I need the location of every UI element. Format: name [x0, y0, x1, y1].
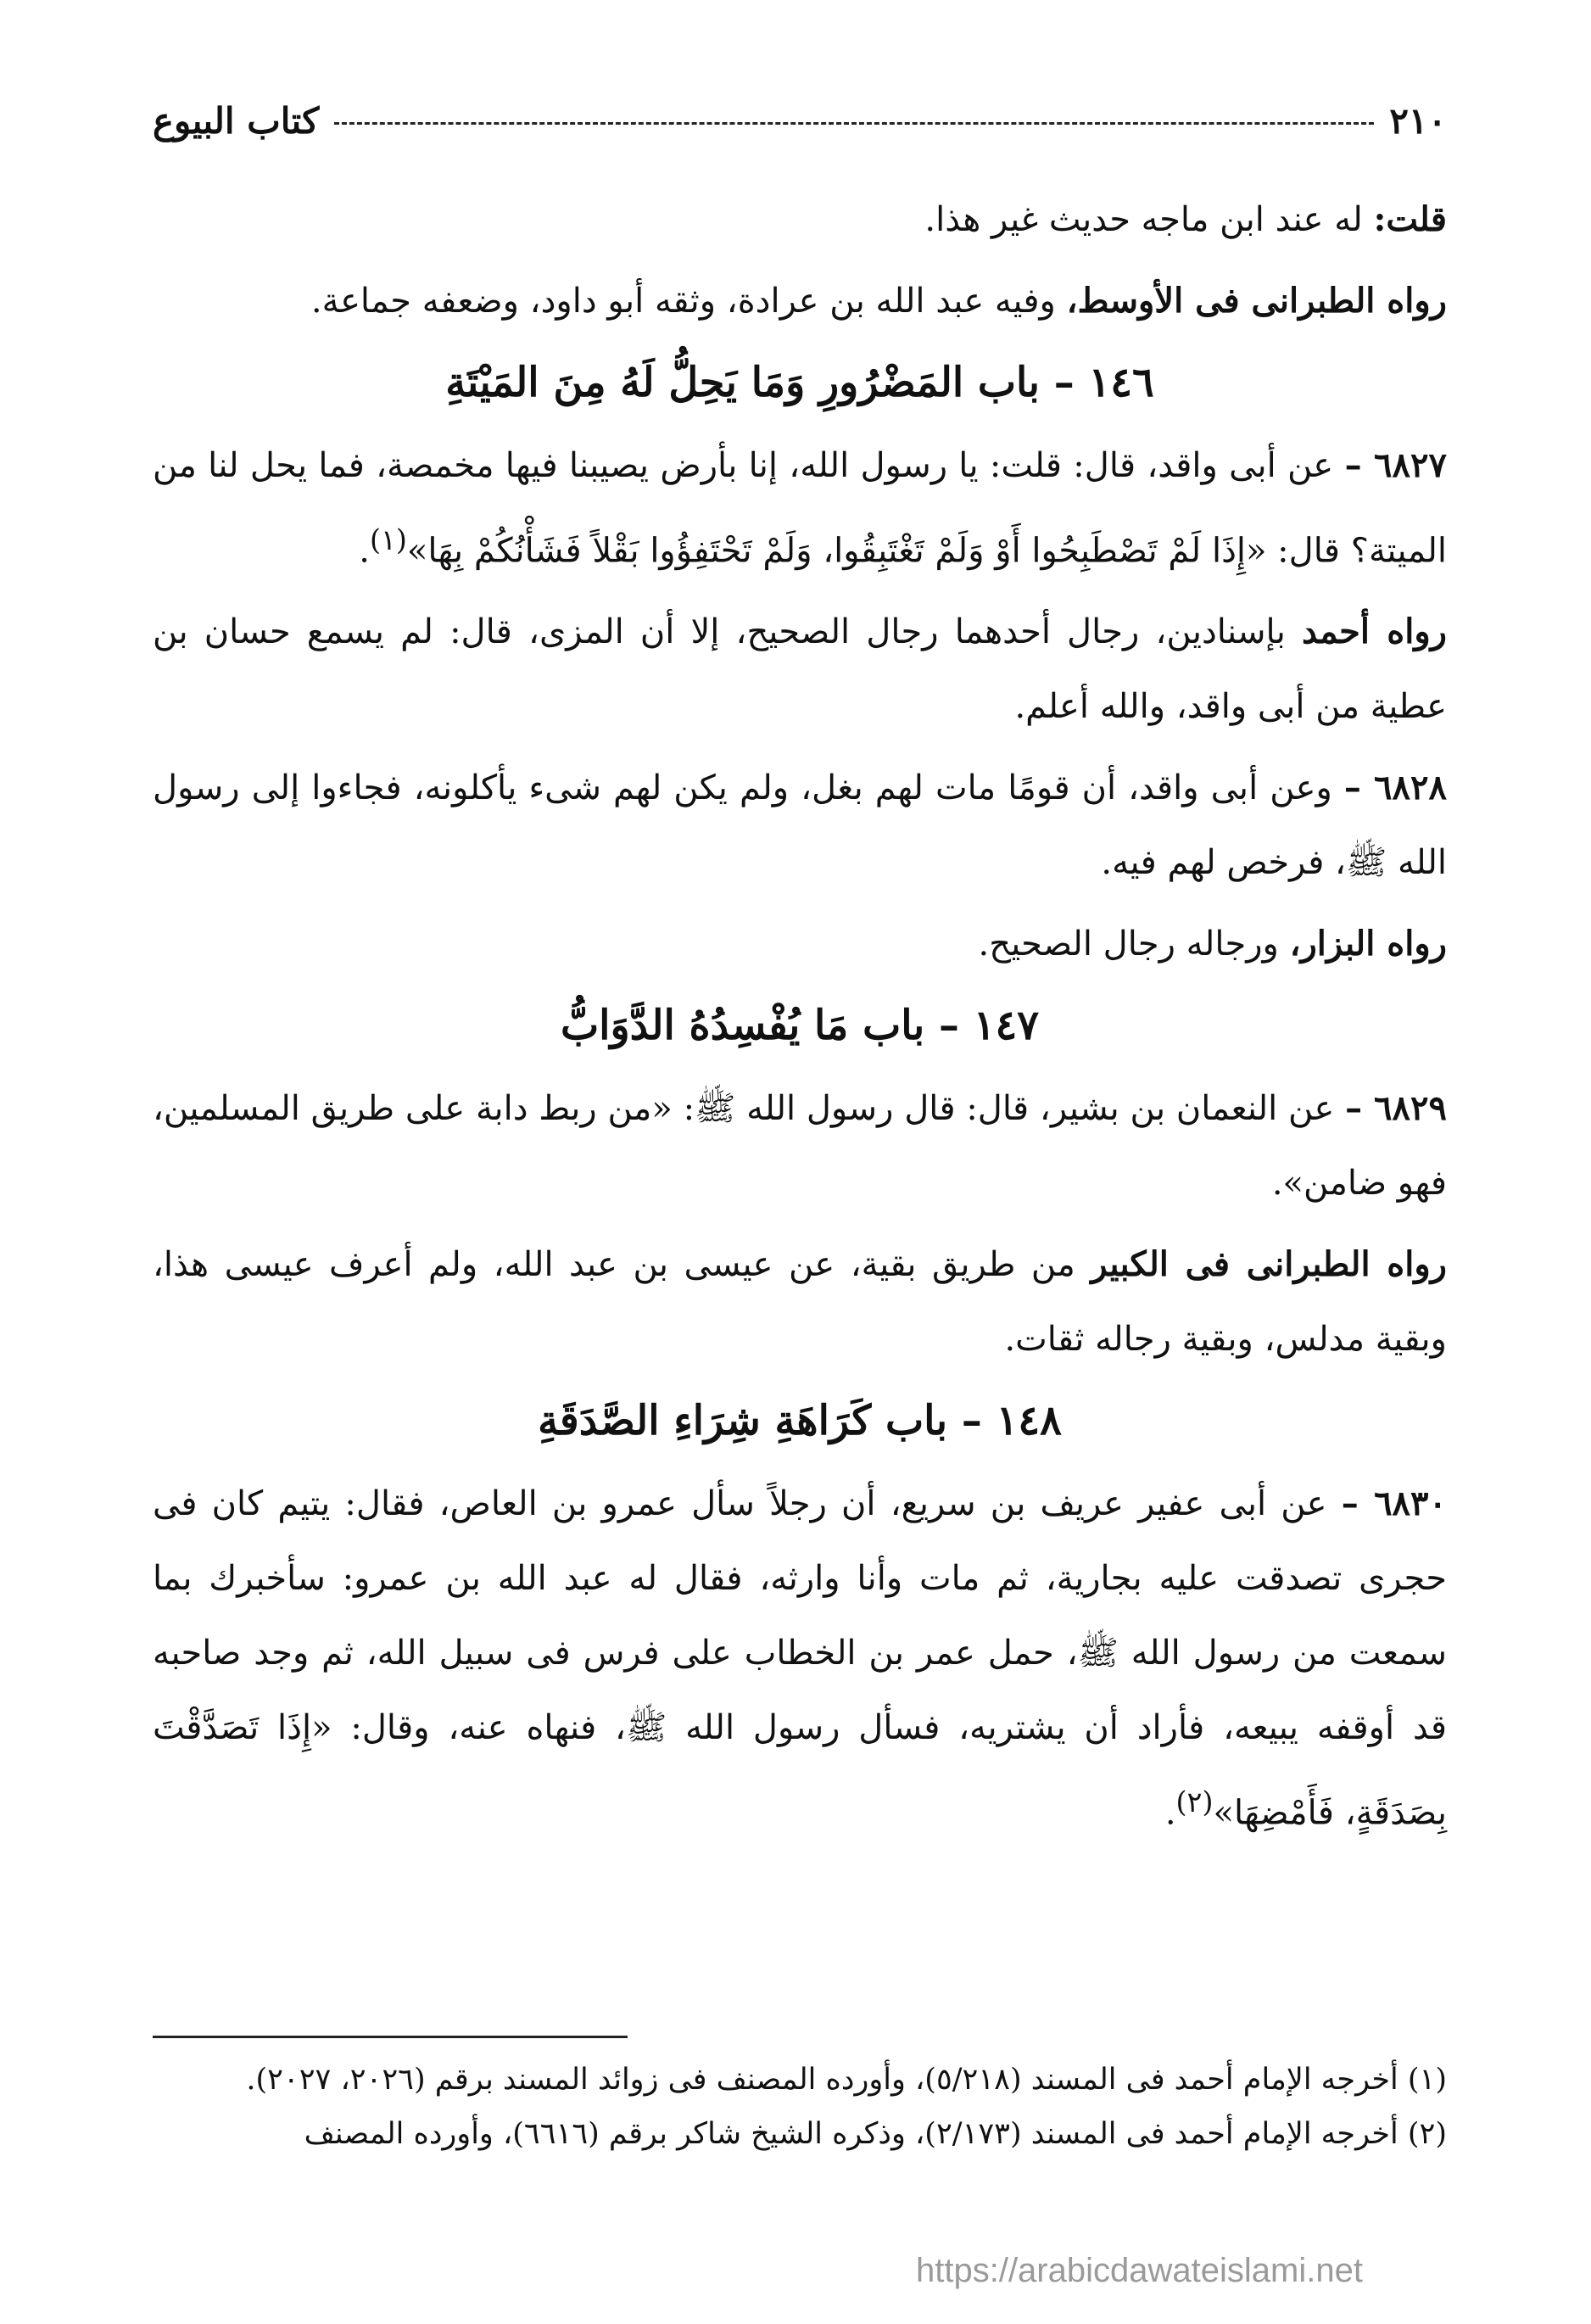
running-header: [153, 100, 1447, 142]
footnote-separator: [153, 2036, 628, 2038]
hadith-text: وعن أبى واقد، أن قومًا مات لهم بغل، ولم يكن لهم شىء يأكلونه، فجاءوا إلى رسول الله ﷺ، فرخص لهم فيه.: [153, 768, 1447, 883]
footnote-marker: (١): [369, 523, 407, 556]
hadith-6830: [153, 1466, 1447, 1850]
chapter-heading-148: ١٤٨ – باب كَرَاهَةِ شِرَاءِ الصَّدَقَةِ: [538, 1397, 1062, 1445]
hadith-number: ٦٨٣٠ –: [1341, 1483, 1447, 1524]
footnote-2: (٢) أخرجه الإمام أحمد فى المسند (٢/١٧٣)، وذكره الشيخ شاكر برقم (٦٦١٦)، وأورده المصنف: [304, 2117, 1447, 2151]
source-text: وفيه عبد الله بن عرادة، وثقه أبو داود، وضعفه جماعة.: [310, 282, 1067, 321]
source-text: من طريق بقية، عن عيسى بن عبد الله، ولم أعرف عيسى هذا، وبقية مدلس، وبقية رجاله ثقات.: [153, 1245, 1447, 1360]
hadith-number: ٦٨٢٧ –: [1344, 445, 1447, 485]
hadith-text: عن أبى واقد، قال: قلت: يا رسول الله، إنا بأرض يصيبنا فيها مخمصة، فما يحل لنا من الميتة؟ قال: «إِذَا لَمْ تَصْطَبِحُوا أَوْ وَلَمْ تَغْتَبِقُوا، وَلَمْ تَحْتَفِؤُوا بَقْلاً فَشَأْنُكُمْ بِهَا»: [153, 446, 1447, 571]
main-text: [153, 182, 1447, 1858]
note-text: له عند ابن ماجه حديث غير هذا.: [924, 200, 1374, 239]
hadith-text: عن أبى عفير عريف بن سريع، أن رجلاً سأل عمرو بن العاص، فقال: يتيم كان فى حجرى تصدقت عليه بجارية، ثم مات وأنا وارثه، فقال له عبد الله بن عمرو: سأخبرك بما سمعت من رسول الله ﷺ، حمل عمر بن الخطاب على فرس فى سبيل الله، ثم وجد صاحبه قد أوقفه يبيعه، فأراد أن يشتريه، فسأل رسول الله ﷺ، فنهاه عنه، وقال: «إِذَا تَصَدَّقْتَ بِصَدَقَةٍ، فَأَمْضِهَا»: [153, 1484, 1447, 1833]
source-name: رواه الطبرانى فى الكبير: [1091, 1244, 1447, 1285]
hadith-number: ٦٨٢٨ –: [1343, 768, 1447, 808]
footnote-1: (١) أخرجه الإمام أحمد فى المسند (٥/٢١٨)، وأورده المصنف فى زوائد المسند برقم (٢٠٢٦، ٢٠٢٧).: [246, 2063, 1447, 2097]
note-lead: قلت:: [1373, 199, 1447, 239]
chapter-heading-146: ١٤٦ – باب المَضْرُورِ وَمَا يَحِلُّ لَهُ مِنَ المَيْتَةِ: [445, 359, 1154, 406]
source-text: بإسنادين، رجال أحدهما رجال الصحيح، إلا أن المزى، قال: لم يسمع حسان بن عطية من أبى واقد، والله أعلم.: [153, 612, 1447, 727]
hadith-6829: [153, 1071, 1447, 1221]
chapter-heading-147: ١٤٧ – باب مَا يُفْسِدُهُ الدَّوَابُّ: [560, 1002, 1040, 1050]
hadith-source-6828: [153, 907, 1447, 981]
paragraph-source: [153, 264, 1447, 338]
hadith-number: ٦٨٢٩ –: [1345, 1088, 1447, 1129]
hadith-text: عن النعمان بن بشير، قال: قال رسول الله ﷺ: «من ربط دابة على طريق المسلمين، فهو ضامن».: [153, 1089, 1447, 1204]
header-dashed-rule: [334, 122, 1374, 125]
source-name: رواه البزار،: [1289, 924, 1447, 964]
page-number: ٢١٠: [1389, 100, 1447, 142]
book-title: كتاب البيوع: [153, 100, 320, 142]
footnotes: [153, 2053, 1447, 2161]
source-name: رواه الطبرانى فى الأوسط،: [1066, 281, 1447, 321]
paragraph-note: [153, 182, 1447, 257]
hadith-source-6829: [153, 1227, 1447, 1377]
source-name: رواه أحمد: [1302, 612, 1447, 652]
hadith-source-6827: [153, 595, 1447, 744]
hadith-end: .: [359, 531, 370, 571]
hadith-6827: [153, 428, 1447, 588]
hadith-6828: [153, 751, 1447, 900]
watermark-url: https://arabicdawateislami.net: [916, 2252, 1363, 2289]
source-text: ورجاله رجال الصحيح.: [978, 925, 1290, 964]
hadith-end: .: [1164, 1793, 1176, 1833]
footnote-marker: (٢): [1175, 1785, 1214, 1819]
